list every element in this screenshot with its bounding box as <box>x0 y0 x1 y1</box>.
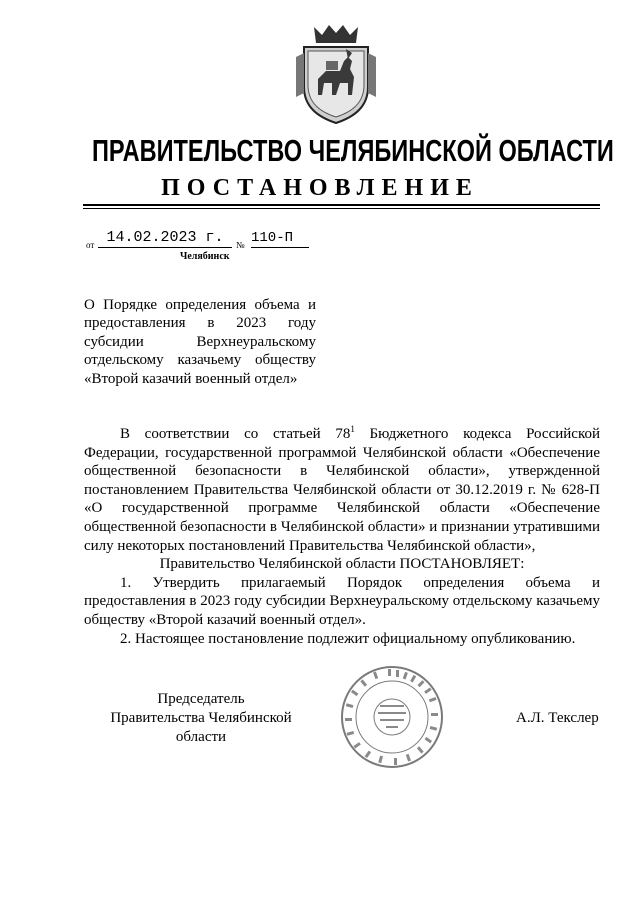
subject-line: субсидии Верхнеуральскому <box>84 333 316 350</box>
document-body <box>84 420 600 648</box>
official-seal-stamp <box>340 665 444 769</box>
document-number: 110-П <box>251 229 309 248</box>
resolution-clause: Правительство Челябинской области ПОСТАНОВЛЯЕТ: <box>159 556 525 573</box>
subject-line: О Порядке определения объема и <box>84 297 316 313</box>
preamble-text-start: В соответствии со статьей 78 <box>120 426 351 442</box>
date-label: от <box>86 240 95 250</box>
preamble-paragraph <box>84 420 600 555</box>
document-type-title: ПОСТАНОВЛЕНИЕ <box>161 175 479 201</box>
article-superscript: 1 <box>350 424 355 434</box>
preamble-text-rest: Бюджетного кодекса Российской Федерации, государственной программой Челябинской области «Обеспечение общественной безопасности в Челябинской области», утвержденной постановлением Правительства Челябинской области от 30.12.2019 г. № 628-П «О государственной программе Челябинской области «Обеспечение общественной безопасности в Челябинской области» и признании утратившими силу некоторых постановлений Правительства Челябинской области», <box>84 426 600 554</box>
header-divider-thin <box>83 208 600 209</box>
item-2-paragraph: 2. Настоящее постановление подлежит официальному опубликованию. <box>120 630 576 647</box>
city-name: Челябинск <box>180 251 230 262</box>
signatory-position <box>84 690 318 747</box>
subject-line: отдельскому казачьему обществу <box>84 352 316 369</box>
header-divider-thick <box>83 204 600 206</box>
subject-line: «Второй казачий военный отдел» <box>84 370 298 387</box>
coat-of-arms-icon <box>296 21 376 125</box>
organization-title: ПРАВИТЕЛЬСТВО ЧЕЛЯБИНСКОЙ ОБЛАСТИ <box>92 133 614 168</box>
signatory-position-line-1: Председатель <box>157 691 245 707</box>
subject-line: предоставления в 2023 году <box>84 315 316 332</box>
document-subject <box>84 296 316 388</box>
document-date: 14.02.2023 г. <box>98 229 232 248</box>
signatory-position-line-2: Правительства Челябинской области <box>110 710 292 745</box>
item-1-paragraph: 1. Утвердить прилагаемый Порядок определения объема и предоставления в 2023 году субсидии Верхнеуральскому отдельскому казачьему обществу «Второй казачий военный отдел». <box>84 574 600 628</box>
number-label: № <box>236 240 245 250</box>
signatory-name: А.Л. Текслер <box>516 710 599 726</box>
